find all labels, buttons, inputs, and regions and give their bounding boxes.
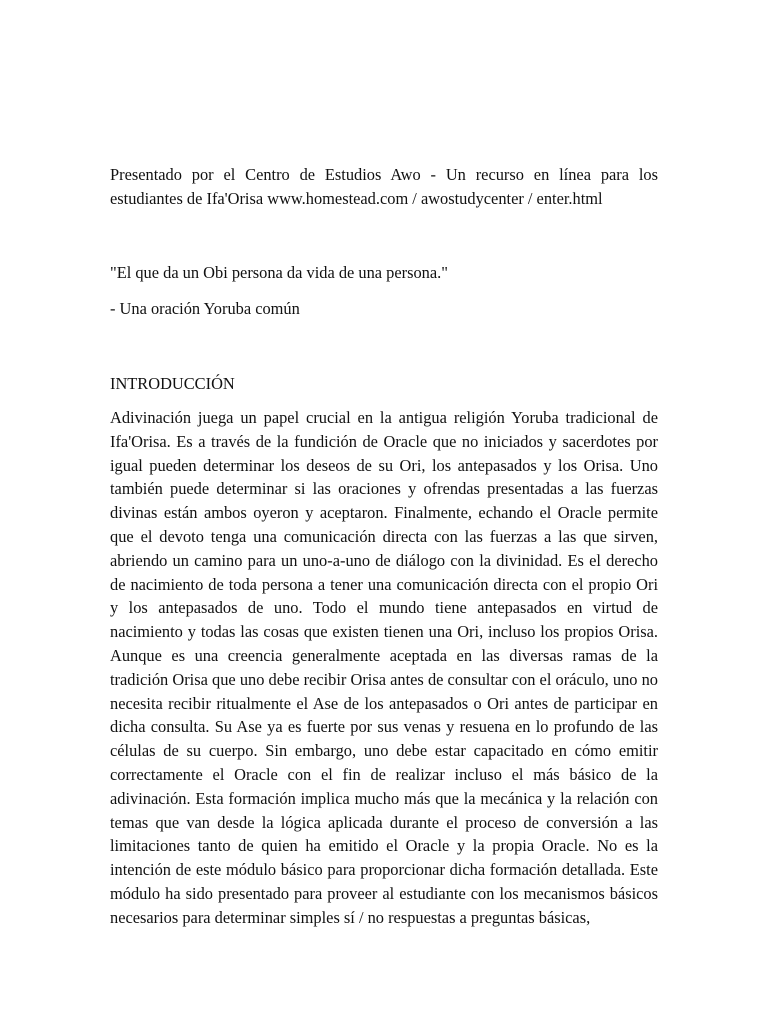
credit-line: Presentado por el Centro de Estudios Awo - Un recurso en línea para los estudiantes de Ifa'Orisa www.homestead.com / awostudycenter / enter.html — [110, 165, 658, 208]
epigraph-quote: "El que da un Obi persona da vida de una persona." — [110, 263, 448, 282]
section-heading: INTRODUCCIÓN — [110, 374, 235, 393]
document-page — [110, 0, 658, 1024]
body-paragraph: Adivinación juega un papel crucial en la antigua religión Yoruba tradicional de Ifa'Orisa. Es a través de la fundición de Oracle que no iniciados y sacerdotes por igual pueden determinar los deseos de su Ori, los antepasados y los Orisa. Uno también puede determinar si las oraciones y ofrendas presentadas a las fuerzas divinas están ambos oyeron y aceptaron. Finalmente, echando el Oracle permite que el devoto tenga una comunicación directa con las fuerzas a las que sirven, abriendo un camino para un uno-a-uno de diálogo con la divinidad. Es el derecho de nacimiento de toda persona a tener una comunicación directa con el propio Ori y los antepasados de uno. Todo el mundo tiene antepasados en virtud de nacimiento y todas las cosas que existen tienen una Ori, incluso los propios Orisa. Aunque es una creencia generalmente aceptada en las diversas ramas de la tradición Orisa que uno debe recibir Orisa antes de consultar con el oráculo, uno no necesita recibir ritualmente el Ase de los antepasados o Ori antes de participar en dicha consulta. Su Ase ya es fuerte por sus venas y resuena en lo profundo de las células de su cuerpo. Sin embargo, uno debe estar capacitado en cómo emitir correctamente el Oracle con el fin de realizar incluso el más básico de la adivinación. Esta formación implica mucho más que la mecánica y la relación con temas que van desde la lógica aplicada durante el proceso de conversión a las limitaciones tanto de quien ha emitido el Oracle y la propia Oracle. No es la intención de este módulo básico para proporcionar dicha formación detallada. Este módulo ha sido presentado para proveer al estudiante con los mecanismos básicos necesarios para determinar simples sí / no respuestas a preguntas básicas, — [110, 408, 658, 927]
epigraph-attribution: - Una oración Yoruba común — [110, 299, 300, 318]
